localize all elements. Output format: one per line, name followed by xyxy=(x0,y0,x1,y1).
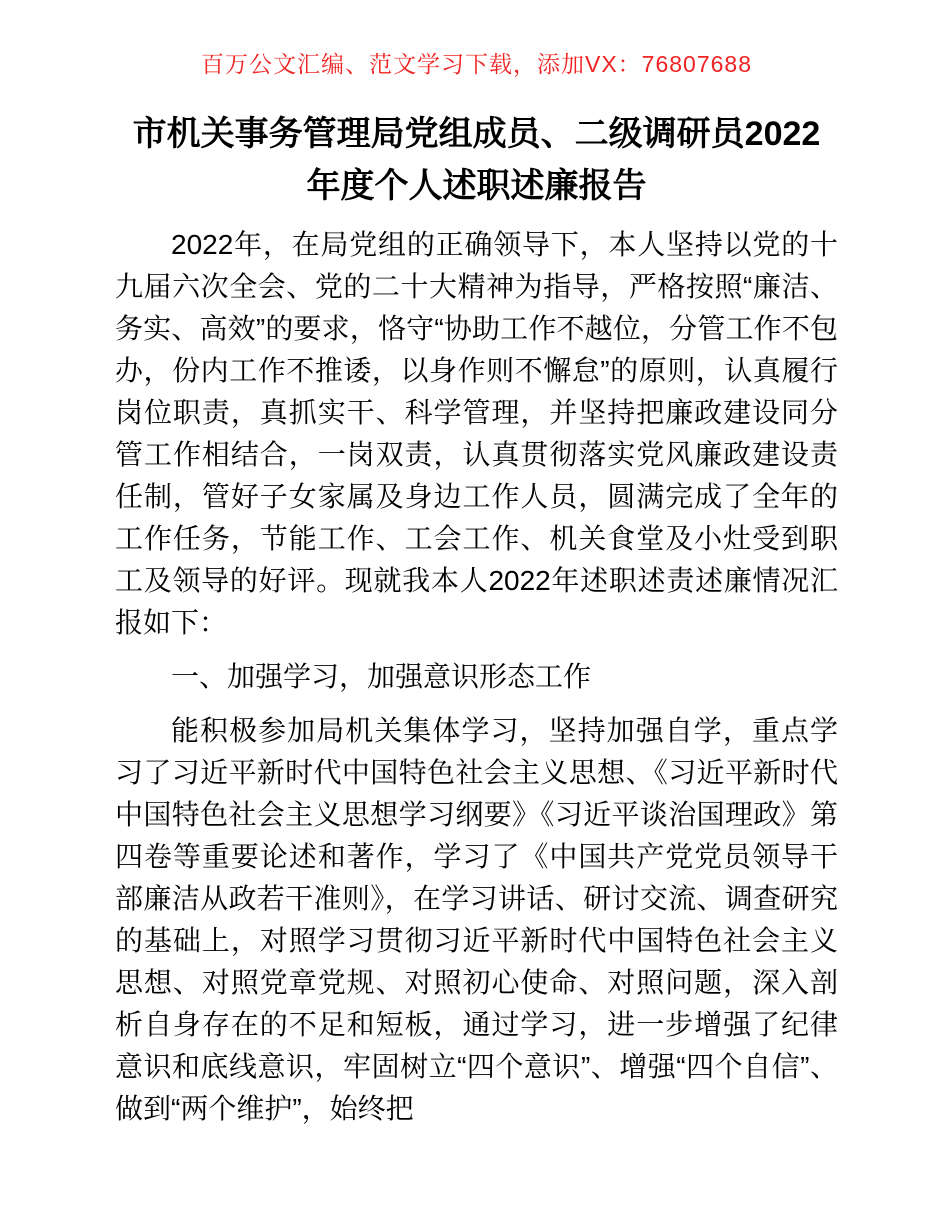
paragraph-section-1-body: 能积极参加局机关集体学习，坚持加强自学，重点学习了习近平新时代中国特色社会主义思想、《习近平新时代中国特色社会主义思想学习纲要》《习近平谈治国理政》第四卷等重要论述和著作，学习了《中国共产党党员领导干部廉洁从政若干准则》，在学习讲话、研讨交流、调查研究的基础上，对照学习贯彻习近平新时代中国特色社会主义思想、对照党章党规、对照初心使命、对照问题，深入剖析自身存在的不足和短板，通过学习，进一步增强了纪律意识和底线意识，牢固树立“四个意识”、增强“四个自信”、做到“两个维护”，始终把 xyxy=(115,715,838,1124)
document-title-line-2: 年度个人述职述廉报告 xyxy=(306,167,647,205)
document-title-line-1: 市机关事务管理局党组成员、二级调研员2022 xyxy=(132,115,821,153)
paragraph-intro: 2022年，在局党组的正确领导下，本人坚持以党的十九届六次全会、党的二十大精神为指导，严格按照“廉洁、务实、高效”的要求，恪守“协助工作不越位，分管工作不包办，份内工作不推诿，以身作则不懈怠”的原则，认真履行岗位职责，真抓实干、科学管理，并坚持把廉政建设同分管工作相结合，一岗双责，认真贯彻落实党风廉政建设责任制，管好子女家属及身边工作人员，圆满完成了全年的工作任务，节能工作、工会工作、机关食堂及小灶受到职工及领导的好评。现就我本人2022年述职述责述廉情况汇报如下： xyxy=(115,229,838,638)
document-title xyxy=(115,108,838,212)
section-heading-1: 一、加强学习，加强意识形态工作 xyxy=(171,661,592,692)
promo-banner: 百万公文汇编、范文学习下载，添加VX：76807688 xyxy=(200,51,752,77)
